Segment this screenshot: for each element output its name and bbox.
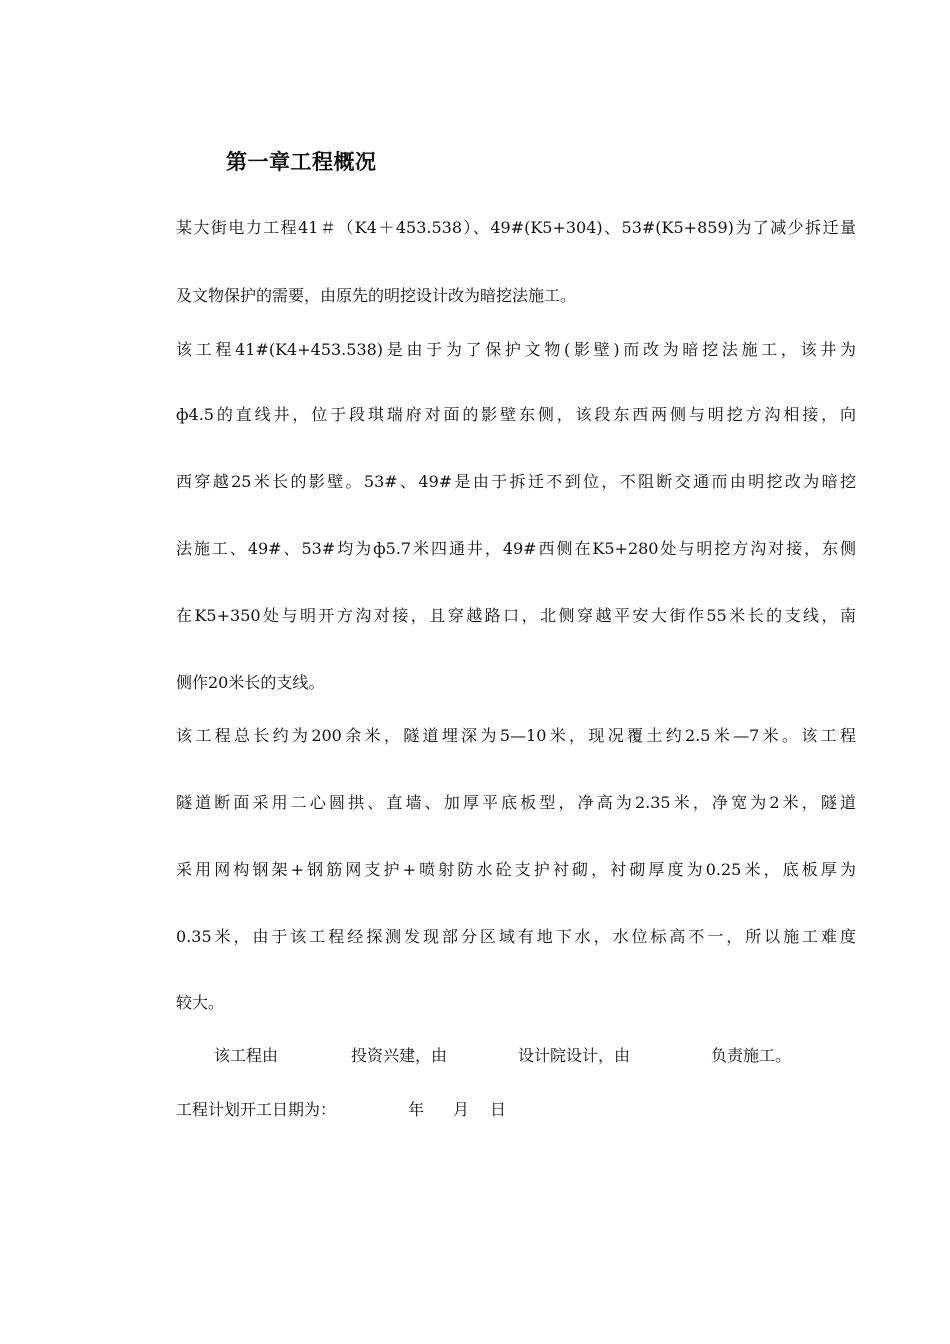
paragraph-2-line-5: 在K5+350处与明开方沟对接，且穿越路口，北侧穿越平安大街作55米长的支线，南 xyxy=(176,606,856,625)
construction-text-1: 该工程由 xyxy=(214,1046,279,1065)
paragraph-2-line-4: 法施工、49#、53#均为ф5.7米四通井，49#西侧在K5+280处与明挖方沟对接，东侧 xyxy=(176,539,856,558)
construction-text-3: 设计院设计，由 xyxy=(518,1046,631,1065)
start-date-month: 月 xyxy=(453,1100,470,1119)
construction-text-4: 负责施工。 xyxy=(711,1046,792,1065)
paragraph-1-line-2: 及文物保护的需要，由原先的明挖设计改为暗挖法施工。 xyxy=(176,286,577,305)
paragraph-3-line-3: 采用网构钢架+钢筋网支护+喷射防水砼支护衬砌，衬砌厚度为0.25米，底板厚为 xyxy=(176,860,856,879)
paragraph-1-line-1: 某大街电力工程41＃（K4＋453.538）、49#(K5+304)、53#(K5+859)为了减少拆迁量 xyxy=(176,218,856,237)
paragraph-2-line-1: 该工程41#(K4+453.538)是由于为了保护文物(影壁)而改为暗挖法施工，该井为 xyxy=(176,340,856,359)
start-date-label: 工程计划开工日期为： xyxy=(176,1100,337,1119)
construction-text-2: 投资兴建，由 xyxy=(351,1046,448,1065)
paragraph-3-line-1: 该工程总长约为200余米，隧道埋深为5—10米，现况覆土约2.5米—7米。该工程 xyxy=(176,726,856,745)
paragraph-2-line-2: ф4.5的直线井，位于段琪瑞府对面的影壁东侧，该段东西两侧与明挖方沟相接，向 xyxy=(176,405,856,424)
start-date-day: 日 xyxy=(490,1100,507,1119)
paragraph-3-line-4: 0.35米，由于该工程经探测发现部分区域有地下水，水位标高不一，所以施工难度 xyxy=(176,927,856,946)
paragraph-3-line-5: 较大。 xyxy=(176,993,225,1012)
paragraph-2-line-6: 侧作20米长的支线。 xyxy=(176,673,325,692)
paragraph-3-line-2: 隧道断面采用二心圆拱、直墙、加厚平底板型，净高为2.35米，净宽为2米，隧道 xyxy=(176,793,856,812)
start-date-year: 年 xyxy=(408,1100,425,1119)
chapter-title: 第一章工程概况 xyxy=(226,150,377,174)
paragraph-2-line-3: 西穿越25米长的影壁。53#、49#是由于拆迁不到位，不阻断交通而由明挖改为暗挖 xyxy=(176,472,856,491)
